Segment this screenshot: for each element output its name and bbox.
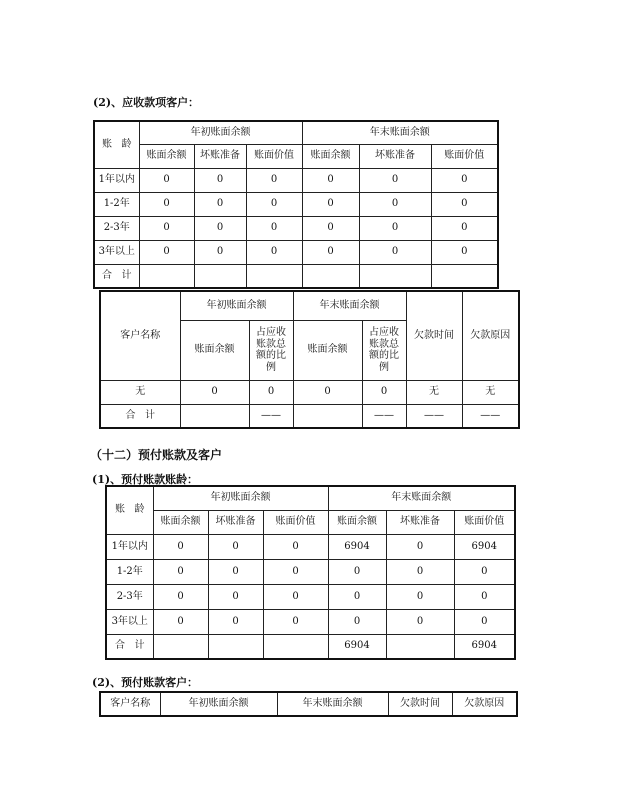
cell: 0 bbox=[454, 584, 515, 609]
total-row bbox=[100, 404, 519, 428]
row-label: 3年以上 bbox=[106, 609, 153, 634]
cell: 0 bbox=[302, 168, 359, 192]
cell: 0 bbox=[359, 168, 431, 192]
group-begin-header: 年初账面余额 bbox=[180, 291, 293, 320]
cell: 0 bbox=[454, 559, 515, 584]
prepayment-customer-table bbox=[99, 691, 518, 717]
cell: 无 bbox=[462, 380, 519, 404]
cell: 0 bbox=[139, 168, 194, 192]
aging-label: 账 龄 bbox=[106, 486, 153, 534]
cell: 0 bbox=[246, 192, 302, 216]
cell: 0 bbox=[139, 192, 194, 216]
table-row bbox=[106, 534, 515, 559]
cell: 0 bbox=[302, 240, 359, 264]
col-header bbox=[362, 320, 406, 380]
table-row bbox=[106, 559, 515, 584]
cell: 无 bbox=[406, 380, 462, 404]
col-header: 账面余额 bbox=[180, 320, 249, 380]
cell: 0 bbox=[153, 609, 208, 634]
begin-balance-header: 年初账面余额 bbox=[160, 692, 277, 716]
cell: 6904 bbox=[328, 534, 386, 559]
total-row bbox=[106, 634, 515, 659]
cell: 0 bbox=[208, 534, 263, 559]
cell: 0 bbox=[194, 240, 246, 264]
row-label: 2-3年 bbox=[106, 584, 153, 609]
due-reason-header: 欠款原因 bbox=[452, 692, 517, 716]
ar-customer-table bbox=[99, 290, 520, 429]
col-header: 账面价值 bbox=[454, 510, 515, 534]
table-row bbox=[106, 584, 515, 609]
col-header: 坏账准备 bbox=[208, 510, 263, 534]
prepayment-customers-heading: (2)、预付账款客户： bbox=[92, 676, 199, 689]
row-label: 合 计 bbox=[100, 404, 180, 428]
cell bbox=[293, 404, 362, 428]
row-label: 1年以内 bbox=[94, 168, 139, 192]
col-header: 账面余额 bbox=[302, 144, 359, 168]
col-header: 账面价值 bbox=[431, 144, 498, 168]
customer-name-header: 客户名称 bbox=[100, 692, 160, 716]
cell: 0 bbox=[431, 240, 498, 264]
cell bbox=[139, 264, 194, 288]
cell: —— bbox=[249, 404, 293, 428]
due-reason-header: 欠款原因 bbox=[462, 291, 519, 380]
row-label: 合 计 bbox=[94, 264, 139, 288]
row-label: 合 计 bbox=[106, 634, 153, 659]
cell: 0 bbox=[249, 380, 293, 404]
ratio-header-text: 占应收账款总额的比例 bbox=[369, 327, 399, 373]
row-label: 2-3年 bbox=[94, 216, 139, 240]
cell: 0 bbox=[208, 584, 263, 609]
cell: 0 bbox=[359, 216, 431, 240]
cell: 0 bbox=[328, 609, 386, 634]
cell: —— bbox=[406, 404, 462, 428]
cell: 0 bbox=[431, 192, 498, 216]
cell bbox=[359, 264, 431, 288]
due-time-header: 欠款时间 bbox=[406, 291, 462, 380]
cell bbox=[208, 634, 263, 659]
col-header: 账面余额 bbox=[153, 510, 208, 534]
cell: 0 bbox=[431, 168, 498, 192]
cell: 0 bbox=[359, 240, 431, 264]
cell: 0 bbox=[386, 559, 454, 584]
cell: —— bbox=[362, 404, 406, 428]
cell: 0 bbox=[246, 216, 302, 240]
cell: 0 bbox=[246, 168, 302, 192]
cell: 0 bbox=[263, 559, 328, 584]
cell: 0 bbox=[194, 168, 246, 192]
cell: 0 bbox=[263, 609, 328, 634]
cell: 0 bbox=[194, 216, 246, 240]
cell: 0 bbox=[208, 609, 263, 634]
cell: 0 bbox=[263, 534, 328, 559]
customer-name-header: 客户名称 bbox=[100, 291, 180, 380]
table-row bbox=[100, 380, 519, 404]
cell: 0 bbox=[362, 380, 406, 404]
cell bbox=[386, 634, 454, 659]
cell: 0 bbox=[293, 380, 362, 404]
cell: 0 bbox=[208, 559, 263, 584]
cell: 0 bbox=[359, 192, 431, 216]
cell: 0 bbox=[454, 609, 515, 634]
col-header: 账面余额 bbox=[139, 144, 194, 168]
prepayments-title: （十二）预付账款及客户 bbox=[90, 448, 223, 462]
due-time-header: 欠款时间 bbox=[388, 692, 452, 716]
cell: 0 bbox=[153, 559, 208, 584]
cell: 0 bbox=[302, 192, 359, 216]
customer-name: 无 bbox=[100, 380, 180, 404]
cell: 0 bbox=[194, 192, 246, 216]
col-header: 账面价值 bbox=[246, 144, 302, 168]
col-header: 坏账准备 bbox=[386, 510, 454, 534]
cell: 0 bbox=[180, 380, 249, 404]
cell: 0 bbox=[328, 584, 386, 609]
ratio-header-text: 占应收账款总额的比例 bbox=[256, 327, 286, 373]
cell: 0 bbox=[139, 216, 194, 240]
cell: 0 bbox=[139, 240, 194, 264]
cell bbox=[194, 264, 246, 288]
cell: 0 bbox=[386, 609, 454, 634]
prepayment-aging-heading: (1)、预付账款账龄： bbox=[92, 473, 199, 486]
end-balance-header: 年末账面余额 bbox=[277, 692, 388, 716]
total-row bbox=[94, 264, 498, 288]
group-begin-header: 年初账面余额 bbox=[153, 486, 328, 510]
cell bbox=[246, 264, 302, 288]
group-end-header: 年末账面余额 bbox=[328, 486, 515, 510]
cell: 0 bbox=[302, 216, 359, 240]
row-label: 1年以内 bbox=[106, 534, 153, 559]
cell: 0 bbox=[328, 559, 386, 584]
col-header: 账面价值 bbox=[263, 510, 328, 534]
table-row bbox=[94, 168, 498, 192]
cell bbox=[180, 404, 249, 428]
col-header: 坏账准备 bbox=[194, 144, 246, 168]
row-label: 3年以上 bbox=[94, 240, 139, 264]
col-header bbox=[249, 320, 293, 380]
table-row bbox=[94, 192, 498, 216]
cell: 0 bbox=[386, 534, 454, 559]
row-label: 1-2年 bbox=[94, 192, 139, 216]
cell: 0 bbox=[431, 216, 498, 240]
table-row bbox=[94, 216, 498, 240]
cell: 6904 bbox=[328, 634, 386, 659]
cell bbox=[263, 634, 328, 659]
cell: 0 bbox=[263, 584, 328, 609]
col-header: 账面余额 bbox=[328, 510, 386, 534]
cell bbox=[153, 634, 208, 659]
cell: 0 bbox=[153, 534, 208, 559]
ar-aging-table bbox=[93, 120, 499, 289]
table-row bbox=[94, 240, 498, 264]
col-header: 账面余额 bbox=[293, 320, 362, 380]
cell bbox=[431, 264, 498, 288]
cell bbox=[302, 264, 359, 288]
ar-customers-heading: (2)、应收款项客户： bbox=[93, 96, 200, 109]
cell: 6904 bbox=[454, 534, 515, 559]
cell: 0 bbox=[246, 240, 302, 264]
cell: 0 bbox=[386, 584, 454, 609]
aging-label: 账 龄 bbox=[94, 121, 139, 168]
group-begin-header: 年初账面余额 bbox=[139, 121, 302, 144]
cell: 0 bbox=[153, 584, 208, 609]
col-header: 坏账准备 bbox=[359, 144, 431, 168]
row-label: 1-2年 bbox=[106, 559, 153, 584]
table-row bbox=[106, 609, 515, 634]
group-end-header: 年末账面余额 bbox=[293, 291, 406, 320]
group-end-header: 年末账面余额 bbox=[302, 121, 498, 144]
cell: —— bbox=[462, 404, 519, 428]
prepayment-aging-table bbox=[105, 485, 516, 660]
cell: 6904 bbox=[454, 634, 515, 659]
